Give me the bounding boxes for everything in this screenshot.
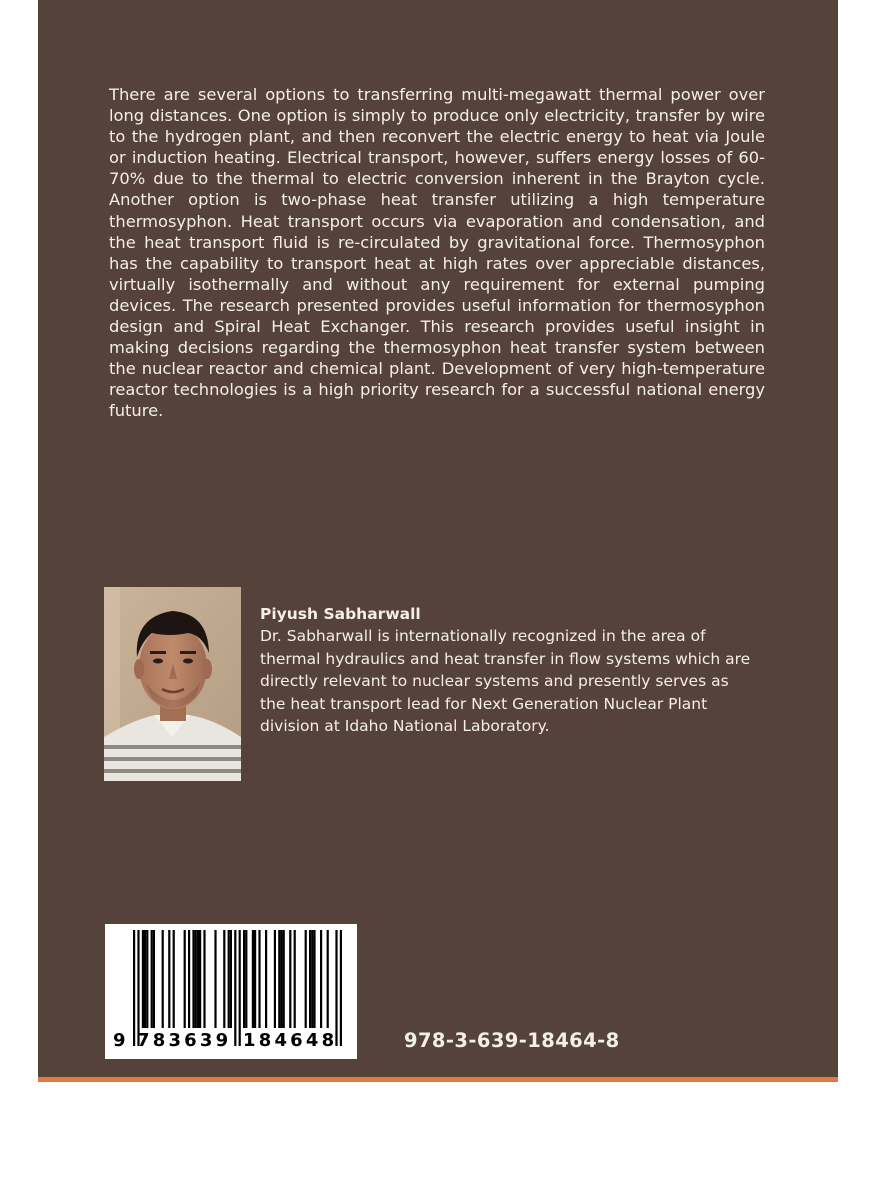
author-name: Piyush Sabharwall bbox=[260, 605, 421, 623]
barcode-bar bbox=[283, 930, 285, 1028]
barcode-bar bbox=[223, 930, 225, 1028]
barcode-bar bbox=[151, 930, 153, 1028]
barcode-bar bbox=[153, 930, 155, 1028]
barcode-bar bbox=[197, 930, 199, 1028]
barcode-bar bbox=[243, 930, 245, 1028]
author-photo bbox=[104, 587, 241, 781]
barcode-bar bbox=[305, 930, 307, 1028]
barcode-bar bbox=[214, 930, 216, 1028]
barcode-lead-digit: 9 bbox=[113, 1030, 126, 1051]
barcode-bar bbox=[320, 930, 322, 1028]
author-bio: Dr. Sabharwall is internationally recognized in the area of thermal hydraulics and heat transfer in flow systems which are directly relevant to nuclear systems and presently serves as the heat transport lead for Next Generation Nuclear Plant division at Idaho National Laboratory. bbox=[260, 627, 751, 735]
barcode-bar bbox=[146, 930, 148, 1028]
barcode-bar bbox=[294, 930, 296, 1028]
barcode-bar bbox=[278, 930, 280, 1028]
barcode-bar bbox=[280, 930, 282, 1028]
barcode-bar bbox=[258, 930, 260, 1028]
barcode-bar bbox=[327, 930, 329, 1028]
barcode-bar bbox=[142, 930, 144, 1028]
barcode-bar bbox=[168, 930, 170, 1028]
book-blurb: There are several options to transferring multi-megawatt thermal power over long distances. One option is simply to produce only electricity, transfer by wire to the hydrogen plant, and then reconvert the electric energy to heat via Joule or induction heating. Electrical transport, however, suffers energy losses of 60-70% due to the thermal to electric conversion inherent in the Brayton cycle. Another option is two-phase heat transfer utilizing a high temperature thermosyphon. Heat transport occurs via evaporation and condensation, and the heat transport fluid is re-circulated by gravitational force. Thermosyphon has the capability to transport heat at high rates over appreciable distances, virtually isothermally and without any requirement for external pumping devices. The research presented provides useful information for thermosyphon design and Spiral Heat Exchanger. This research provides useful insight in making decisions regarding the thermosyphon heat transfer system between the nuclear reactor and chemical plant. Development of very high-temperature reactor technologies is a high priority research for a successful national energy future. bbox=[109, 85, 765, 421]
barcode-bar bbox=[274, 930, 276, 1028]
barcode-bar bbox=[192, 930, 194, 1028]
barcode-bar bbox=[313, 930, 315, 1028]
barcode-bar bbox=[309, 930, 311, 1028]
isbn-barcode bbox=[105, 924, 357, 1059]
barcode-bar bbox=[184, 930, 186, 1028]
barcode-bar bbox=[289, 930, 291, 1028]
barcode-bar bbox=[195, 930, 197, 1028]
barcode-right-digits: 184648 bbox=[243, 1030, 338, 1051]
barcode-bar bbox=[199, 930, 201, 1028]
barcode-bar bbox=[311, 930, 313, 1028]
orange-accent-strip bbox=[38, 1077, 838, 1082]
barcode-bar bbox=[254, 930, 256, 1028]
barcode-bar bbox=[173, 930, 175, 1028]
barcode-bar bbox=[252, 930, 254, 1028]
barcode-bar bbox=[162, 930, 164, 1028]
author-info bbox=[260, 603, 770, 738]
barcode-bar bbox=[265, 930, 267, 1028]
barcode-digits bbox=[105, 1028, 357, 1058]
author-portrait-image bbox=[104, 587, 241, 781]
barcode-bar bbox=[230, 930, 232, 1028]
isbn-number: 978-3-639-18464-8 bbox=[404, 1029, 620, 1052]
barcode-bar bbox=[188, 930, 190, 1028]
barcode-bar bbox=[203, 930, 205, 1028]
barcode-bar bbox=[228, 930, 230, 1028]
barcode-left-digits: 783639 bbox=[137, 1030, 232, 1051]
barcode-bar bbox=[144, 930, 146, 1028]
barcode-bar bbox=[245, 930, 247, 1028]
